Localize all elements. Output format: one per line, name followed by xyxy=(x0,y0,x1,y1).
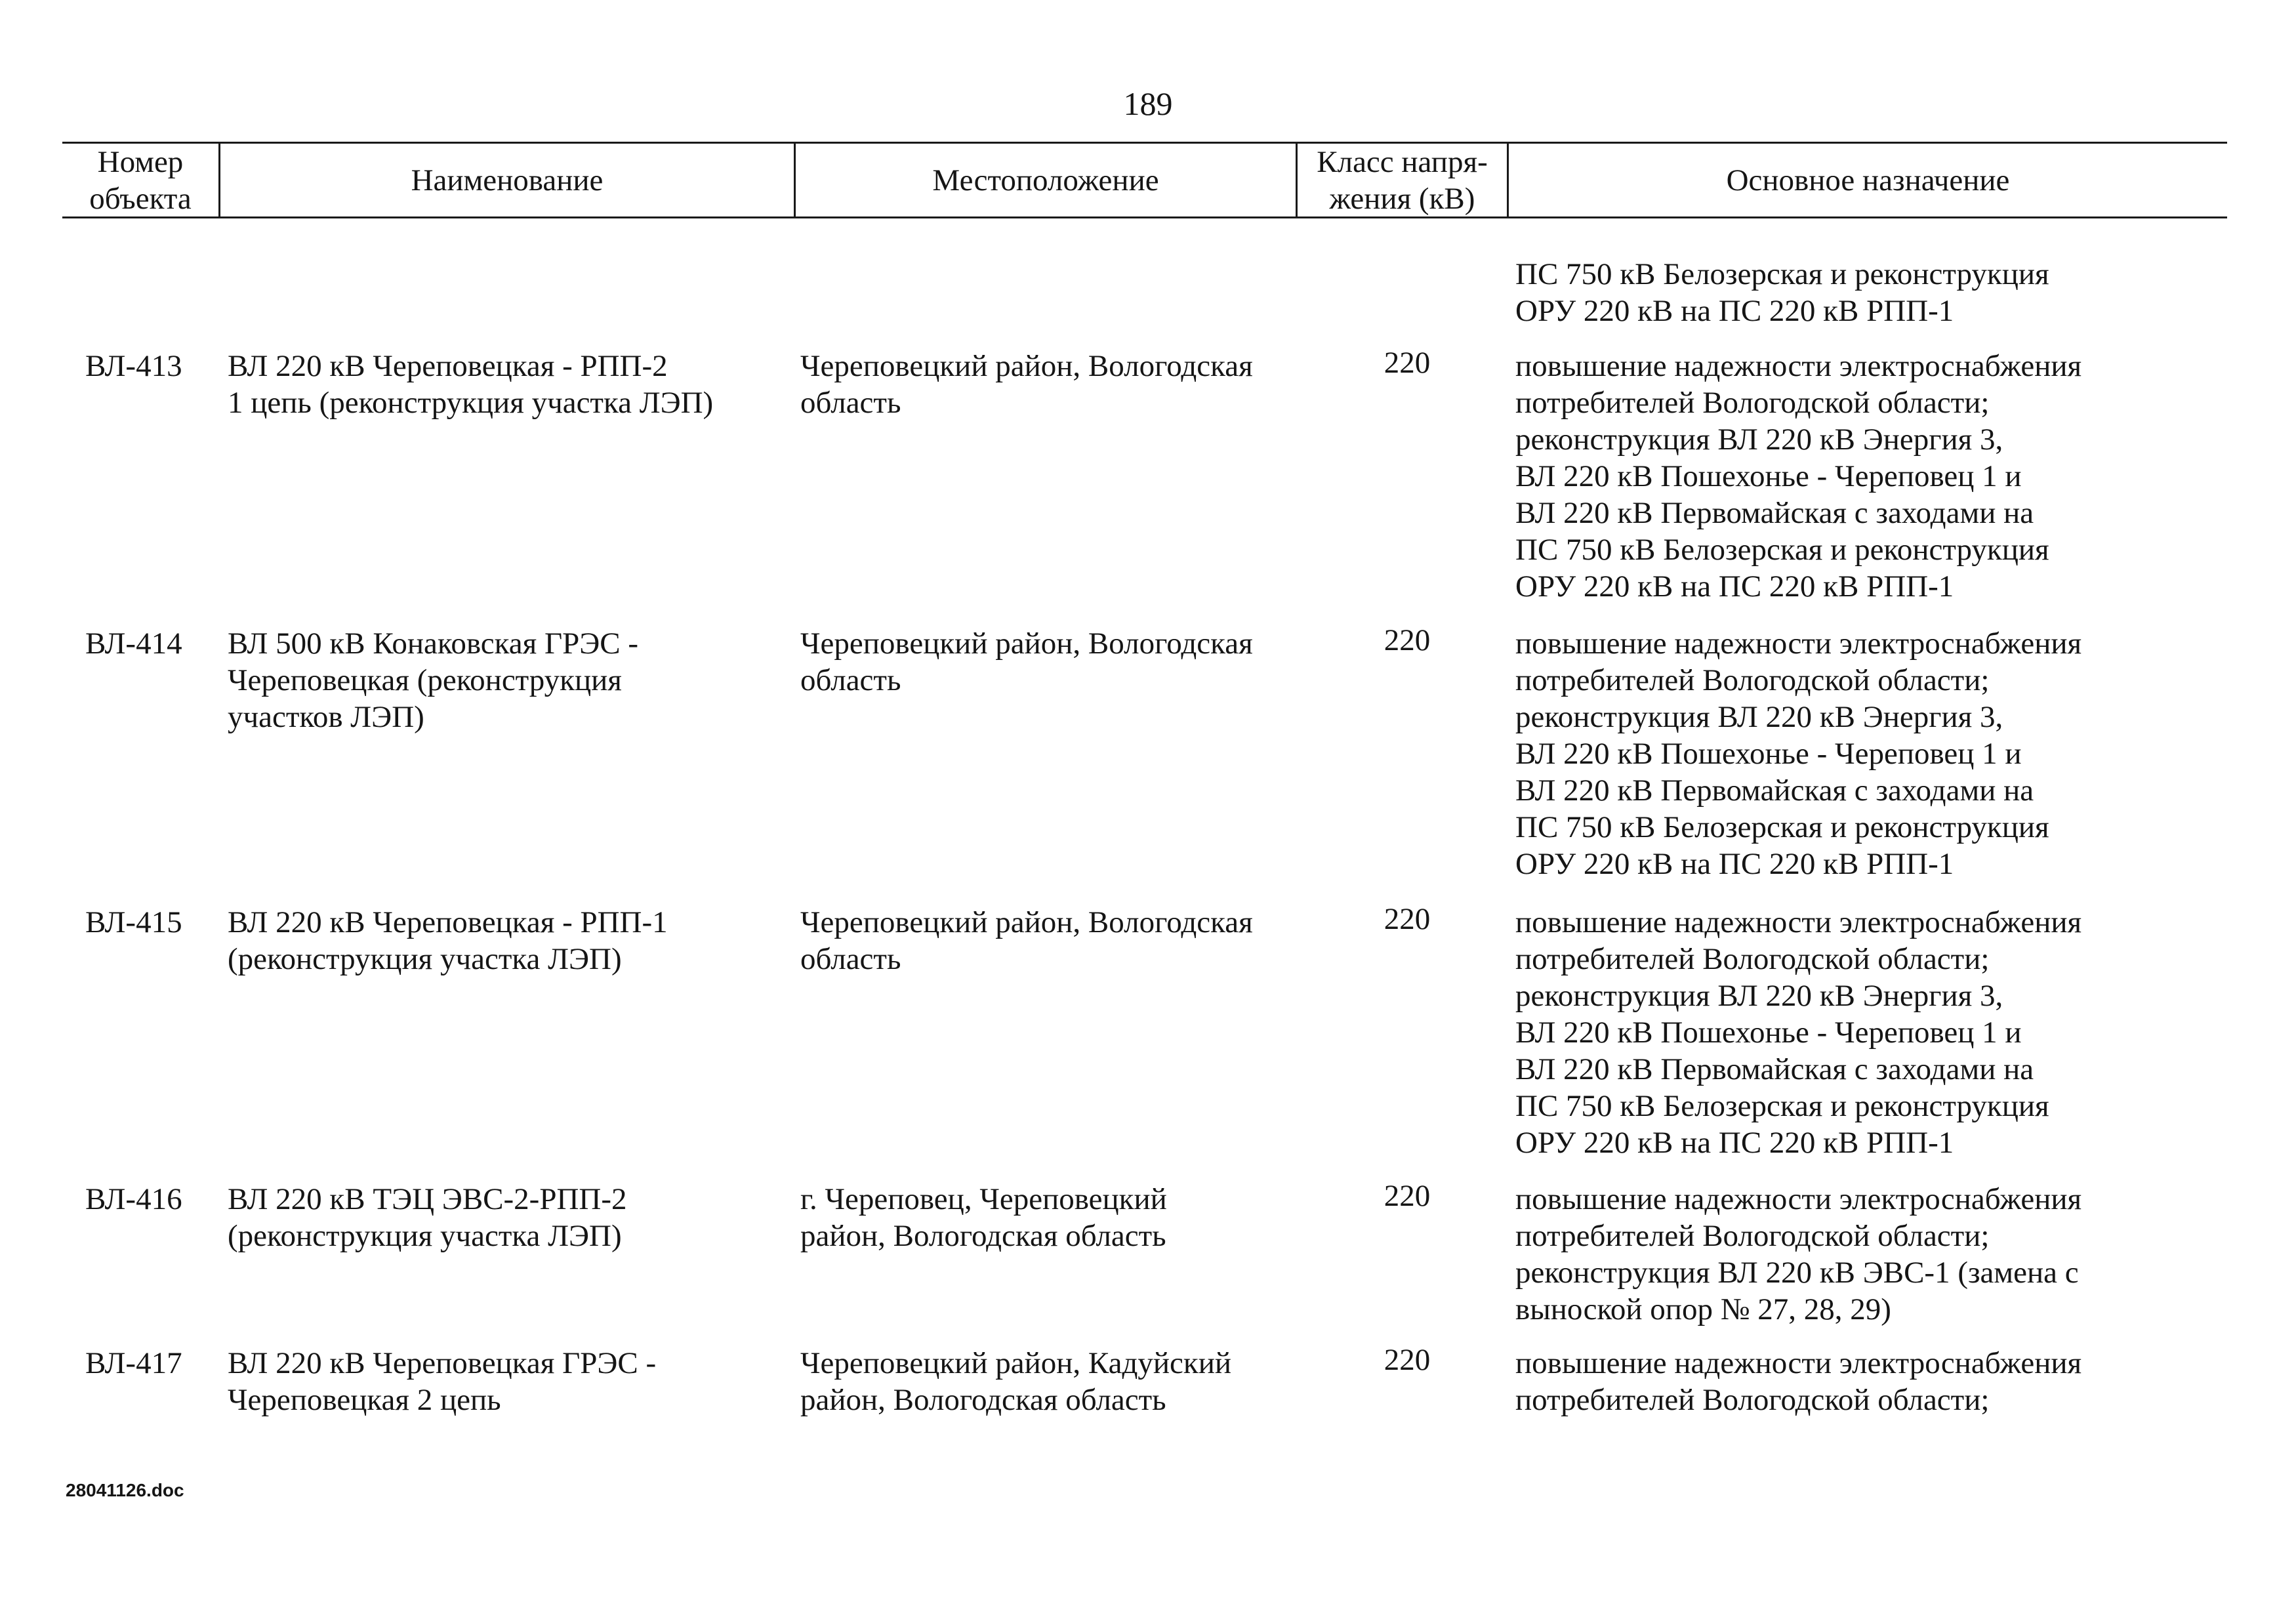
row-name: ВЛ 500 кВ Конаковская ГРЭС - Череповецкая (реконструкция участков ЛЭП) xyxy=(228,626,639,734)
row-voltage: 220 xyxy=(1384,1343,1431,1377)
row-number: ВЛ-417 xyxy=(85,1346,182,1380)
row-number: ВЛ-413 xyxy=(85,349,182,383)
table-header-bottom-rule xyxy=(62,216,2227,218)
row-location: Череповецкий район, Вологодская область xyxy=(800,905,1253,976)
row-name: ВЛ 220 кВ Череповецкая - РПП-2 1 цепь (реконструкция участка ЛЭП) xyxy=(228,349,714,420)
row-number: ВЛ-416 xyxy=(85,1182,182,1216)
row-purpose: повышение надежности электроснабжения потребителей Вологодской области; xyxy=(1515,1346,2082,1417)
row-number: ВЛ-415 xyxy=(85,905,182,939)
row-name: ВЛ 220 кВ Череповецкая - РПП-1 (реконструкция участка ЛЭП) xyxy=(228,905,668,976)
row-location: Череповецкий район, Вологодская область xyxy=(800,349,1253,420)
row-purpose: повышение надежности электроснабжения потребителей Вологодской области; реконструкция ВЛ 220 кВ Энергия 3, ВЛ 220 кВ Пошехонье - Череповец 1 и ВЛ 220 кВ Первомайская с заходами на ПС 750 кВ Белозерская и реконструкция ОРУ 220 кВ на ПС 220 кВ РПП-1 xyxy=(1515,349,2082,604)
document-filename: 28041126.doc xyxy=(66,1480,184,1500)
row-purpose: повышение надежности электроснабжения потребителей Вологодской области; реконструкция ВЛ 220 кВ ЭВС-1 (замена с выноской опор № 27, 28, 29) xyxy=(1515,1182,2082,1326)
row-voltage: 220 xyxy=(1384,623,1431,657)
header-purpose: Основное назначение xyxy=(1726,163,2010,197)
row-purpose: повышение надежности электроснабжения потребителей Вологодской области; реконструкция ВЛ 220 кВ Энергия 3, ВЛ 220 кВ Пошехонье - Череповец 1 и ВЛ 220 кВ Первомайская с заходами на ПС 750 кВ Белозерская и реконструкция ОРУ 220 кВ на ПС 220 кВ РПП-1 xyxy=(1515,905,2082,1160)
header-voltage: Класс напря- жения (кВ) xyxy=(1317,144,1488,216)
row-name: ВЛ 220 кВ Череповецкая ГРЭС - Череповецкая 2 цепь xyxy=(228,1346,657,1417)
row-voltage: 220 xyxy=(1384,902,1431,936)
row-name: ВЛ 220 кВ ТЭЦ ЭВС-2-РПП-2 (реконструкция участка ЛЭП) xyxy=(228,1182,627,1253)
row-voltage: 220 xyxy=(1384,1179,1431,1213)
row-voltage: 220 xyxy=(1384,346,1431,380)
row-number: ВЛ-414 xyxy=(85,626,182,661)
row-location: Череповецкий район, Кадуйский район, Вологодская область xyxy=(800,1346,1232,1417)
row-location: г. Череповец, Череповецкий район, Вологодская область xyxy=(800,1182,1167,1253)
page-number: 189 xyxy=(1123,85,1173,122)
header-number: Номер объекта xyxy=(89,144,192,216)
row-purpose: повышение надежности электроснабжения потребителей Вологодской области; реконструкция ВЛ 220 кВ Энергия 3, ВЛ 220 кВ Пошехонье - Череповец 1 и ВЛ 220 кВ Первомайская с заходами на ПС 750 кВ Белозерская и реконструкция ОРУ 220 кВ на ПС 220 кВ РПП-1 xyxy=(1515,626,2082,881)
header-location: Местоположение xyxy=(932,163,1159,197)
continuation-purpose: ПС 750 кВ Белозерская и реконструкция ОРУ 220 кВ на ПС 220 кВ РПП-1 xyxy=(1515,257,2049,328)
row-location: Череповецкий район, Вологодская область xyxy=(800,626,1253,697)
header-name: Наименование xyxy=(411,163,604,197)
